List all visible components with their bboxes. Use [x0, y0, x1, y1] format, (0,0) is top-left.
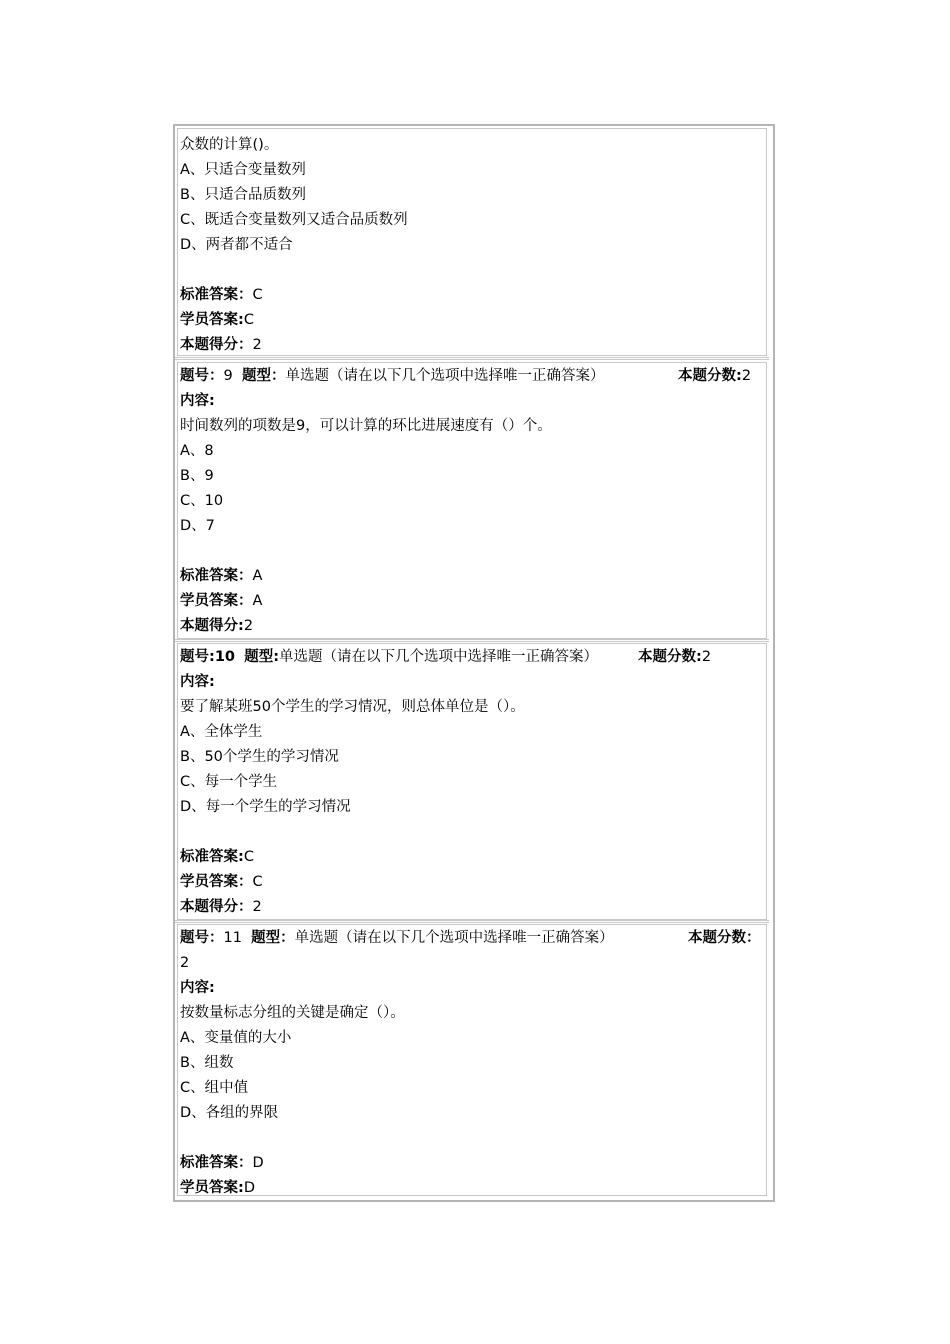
- question-content: 按数量标志分组的关键是确定（）。: [180, 1005, 405, 1021]
- question-points: [638, 645, 711, 669]
- option-c: C、既适合变量数列又适合品质数列: [180, 212, 408, 228]
- question-content: 要了解某班50个学生的学习情况，则总体单位是（）。: [180, 699, 525, 715]
- question-score-value: 2: [252, 899, 262, 915]
- row-divider: [175, 357, 769, 360]
- student-answer-value: C: [252, 874, 263, 890]
- question-score: [180, 895, 262, 919]
- standard-answer-label: 标准答案：: [180, 1155, 253, 1171]
- question-points-value: 2: [741, 368, 752, 384]
- option-b: B、组数: [180, 1055, 234, 1071]
- question-type-value: 单选题（请在以下几个选项中选择唯一正确答案）: [285, 368, 605, 384]
- standard-answer-label: 标准答案：: [180, 287, 253, 303]
- row-divider: [175, 920, 769, 923]
- exam-results-table: [173, 124, 775, 1202]
- option-c: C、每一个学生: [180, 774, 278, 790]
- question-points-label: 本题分数:: [678, 368, 742, 384]
- option-a: A、只适合变量数列: [180, 162, 306, 178]
- question-header: [180, 926, 614, 950]
- question-number-value: 11: [223, 930, 242, 946]
- question-score-label: 本题得分：: [180, 337, 253, 353]
- student-answer-label: 学员答案：: [180, 593, 253, 609]
- question-header: [180, 645, 598, 669]
- question-content: 时间数列的项数是9，可以计算的环比进展速度有（）个。: [180, 418, 552, 434]
- standard-answer: [180, 564, 262, 588]
- option-a: A、8: [180, 443, 214, 459]
- question-score-value: 2: [243, 618, 254, 634]
- standard-answer-label: 标准答案:: [180, 849, 244, 865]
- question-content: 众数的计算()。: [180, 137, 279, 153]
- question-number-value: 10: [214, 649, 235, 665]
- content-label: 内容:: [180, 674, 215, 690]
- option-d: D、各组的界限: [180, 1105, 279, 1121]
- student-answer: [180, 1176, 255, 1200]
- standard-answer-value: D: [252, 1155, 264, 1171]
- option-a: A、全体学生: [180, 724, 263, 740]
- question-block-11: [177, 924, 767, 1196]
- question-type-label: 题型：: [241, 368, 286, 384]
- student-answer-label: 学员答案:: [180, 312, 244, 328]
- question-points-value: 2: [180, 955, 190, 971]
- option-b: B、只适合品质数列: [180, 187, 306, 203]
- question-type-label: 题型：: [251, 930, 295, 946]
- question-points-value: 2: [701, 649, 712, 665]
- option-b: B、9: [180, 468, 214, 484]
- question-score-label: 本题得分:: [180, 618, 244, 634]
- standard-answer-label: 标准答案：: [180, 568, 253, 584]
- question-points-label: 本题分数：: [688, 930, 761, 946]
- standard-answer-value: A: [252, 568, 263, 584]
- question-number-label: 题号：: [180, 368, 224, 384]
- question-number-label: 题号:: [180, 649, 215, 665]
- question-block-10: [177, 643, 767, 920]
- student-answer-label: 学员答案:: [180, 1180, 244, 1196]
- student-answer-label: 学员答案：: [180, 874, 253, 890]
- question-type-value: 单选题（请在以下几个选项中选择唯一正确答案）: [279, 649, 599, 665]
- question-type-value: 单选题（请在以下几个选项中选择唯一正确答案）: [294, 930, 614, 946]
- standard-answer-value: C: [252, 287, 263, 303]
- student-answer: [180, 870, 263, 894]
- standard-answer-value: C: [243, 849, 254, 865]
- question-header: [180, 364, 604, 388]
- content-label: 内容:: [180, 393, 215, 409]
- question-score-label: 本题得分：: [180, 899, 253, 915]
- question-score: [180, 333, 262, 357]
- option-a: A、变量值的大小: [180, 1030, 292, 1046]
- question-type-label: 题型:: [244, 649, 280, 665]
- question-score-value: 2: [252, 337, 262, 353]
- standard-answer: [180, 283, 263, 307]
- standard-answer: [180, 1151, 264, 1175]
- question-number-value: 9: [223, 368, 233, 384]
- question-points-label: 本题分数:: [638, 649, 702, 665]
- content-label: 内容:: [180, 980, 215, 996]
- question-points: [678, 364, 751, 388]
- option-d: D、7: [180, 518, 215, 534]
- option-d: D、两者都不适合: [180, 237, 293, 253]
- question-block-8: [177, 128, 767, 356]
- question-number-label: 题号：: [180, 930, 224, 946]
- option-c: C、10: [180, 493, 224, 509]
- student-answer-value: D: [243, 1180, 255, 1196]
- question-score: [180, 614, 253, 638]
- student-answer: [180, 589, 262, 613]
- row-divider: [175, 639, 769, 642]
- student-answer-value: C: [243, 312, 254, 328]
- option-c: C、组中值: [180, 1080, 249, 1096]
- student-answer-value: A: [252, 593, 263, 609]
- question-block-9: [177, 362, 767, 639]
- standard-answer: [180, 845, 254, 869]
- option-b: B、50个学生的学习情况: [180, 749, 339, 765]
- student-answer: [180, 308, 254, 332]
- option-d: D、每一个学生的学习情况: [180, 799, 351, 815]
